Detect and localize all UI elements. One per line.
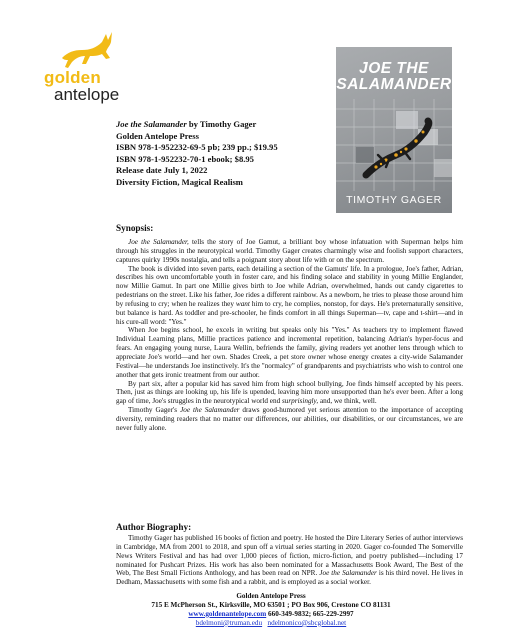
email-link-2[interactable]: ndelmonico@sbcglobal.net	[267, 618, 347, 627]
book-author: by Timothy Gager	[186, 119, 257, 129]
footer-contact-line	[96, 610, 446, 619]
synopsis-paragraph-3: When Joe begins school, he excels in writing but speaks only his "Yes." As teachers try to implement flawed Individual Learning plans, Millie practices patience and incremental repetition, balancing Adrian's hyper-focus and fears. An engaging young nurse, Laura Wellin, befriends the family, giving readers yet another lens through which to appreciate Joe's world—and her own. Shades Creek, a pet store owner whose energy creates a city-wide Salamander Festival—he understands Joe instinctively. It's the "normalcy" of grandparents and psychiatrists who wish to control one another that gets ironic treatment from our author.	[116, 326, 463, 379]
author-bio-paragraph: Timothy Gager has published 16 books of fiction and poetry. He hosted the Dire Literary Series of author interviews in Cambridge, MA from 2001 to 2018, and spun off a virtual series starting in 2020. Gager co-founded The Somerville News Writers Festival and has had over 1,000 pieces of fiction, micro-fiction, and poetry published—including 17 nominated for Pushcart Prizes. His work has also been nominated for a Massachusetts Book Award, The Best of the Web, The Best Small Fictions Anthology, and has been read on NPR. Joe the Salamander is his third novel. He lives in Dedham, Massachusetts with some fish and a rabbit, and is employed as a social worker.	[116, 534, 463, 587]
title-line	[116, 119, 331, 131]
synopsis-paragraph-2: The book is divided into seven parts, each detailing a section of the Gamuts' life. In a prologue, Joe's father, Adrian, describes his own uncomfortable youth in foster care, and his finding solace and stability in young Millie Englander, now Millie Gamut. In part one Millie gives birth to Joe while Adrian, overwhelmed, hands out candy cigarettes to pedestrians on the street. Like his father, Joe rides a different rainbow. As a newborn, he tries to please those around him by refusing to cry; when he realizes they want him to cry, he complies, nonstop, for days. He's preternaturally sensitive, but balance is hard. As toddler and pre-schooler, he finds comfort in all things Superman—tv, cape and t-shirt—and in his cure-all word: "Yes."	[116, 264, 463, 326]
logo-word-golden: golden	[44, 68, 101, 87]
footer-email-line	[96, 619, 446, 628]
synopsis-body	[116, 238, 463, 433]
synopsis-paragraph-1: Joe the Salamander, tells the story of Joe Gamut, a brilliant boy whose infatuation with Superman helps him through his struggles in the neurotypical world. Timothy Gager creates charmingly wise and foolish support characters, captures quirky 1990s nostalgia, and tells a poignant story about life with or on the spectrum.	[116, 238, 463, 264]
footer-publisher-name: Golden Antelope Press	[236, 592, 306, 600]
cover-author: TIMOTHY GAGER	[346, 194, 442, 206]
synopsis-paragraph-5: Timothy Gager's Joe the Salamander draws good-humored yet serious attention to the importance of accepting diversity, reminding readers that no matter our differences, our abilities, our disabilities, or our circumstances, we are never fully alone.	[116, 406, 463, 432]
cover-title-line1: JOE THE	[359, 60, 429, 77]
publisher: Golden Antelope Press	[116, 130, 199, 141]
logo-word-antelope: antelope	[54, 85, 120, 104]
book-info	[116, 119, 331, 189]
synopsis-heading: Synopsis:	[116, 223, 154, 233]
golden-antelope-logo	[44, 28, 154, 108]
cover-title-line2: SALAMANDER	[336, 76, 452, 93]
italic-title: Joe the Salamander,	[128, 238, 189, 246]
book-title: Joe the Salamander	[116, 119, 187, 129]
antelope-icon	[56, 28, 118, 72]
footer-phones: 660-349-9832; 665-229-2997	[266, 609, 354, 618]
isbn-paperback: ISBN 978-1-952232-69-5 pb; 239 pp.; $19.95	[116, 142, 278, 153]
footer-address: 715 E McPherson St., Kirksville, MO 63501 ; PO Box 906, Crestone CO 81131	[151, 600, 391, 609]
release-date: Release date July 1, 2022	[116, 165, 208, 176]
author-bio-heading: Author Biography:	[116, 522, 192, 532]
author-bio-body	[116, 534, 463, 587]
book-cover	[336, 47, 452, 213]
genre: Diversity Fiction, Magical Realism	[116, 176, 243, 187]
publisher-footer	[96, 592, 446, 628]
email-link-1[interactable]: bdelmoni@truman.edu	[195, 618, 263, 627]
website-link[interactable]: www.goldenantelope.com	[188, 609, 267, 618]
isbn-ebook: ISBN 978-1-952232-70-1 ebook; $8.95	[116, 153, 254, 164]
synopsis-paragraph-4: By part six, after a popular kid has saved him from high school bullying, Joe finds himself accepted by his peers. Then, just as things are looking up, his life is upended, leaving him more unsupported than he's ever been. After a long gap of time, Joe's struggles in the neurotypical world end surprisingly, and, we think, well.	[116, 379, 463, 406]
